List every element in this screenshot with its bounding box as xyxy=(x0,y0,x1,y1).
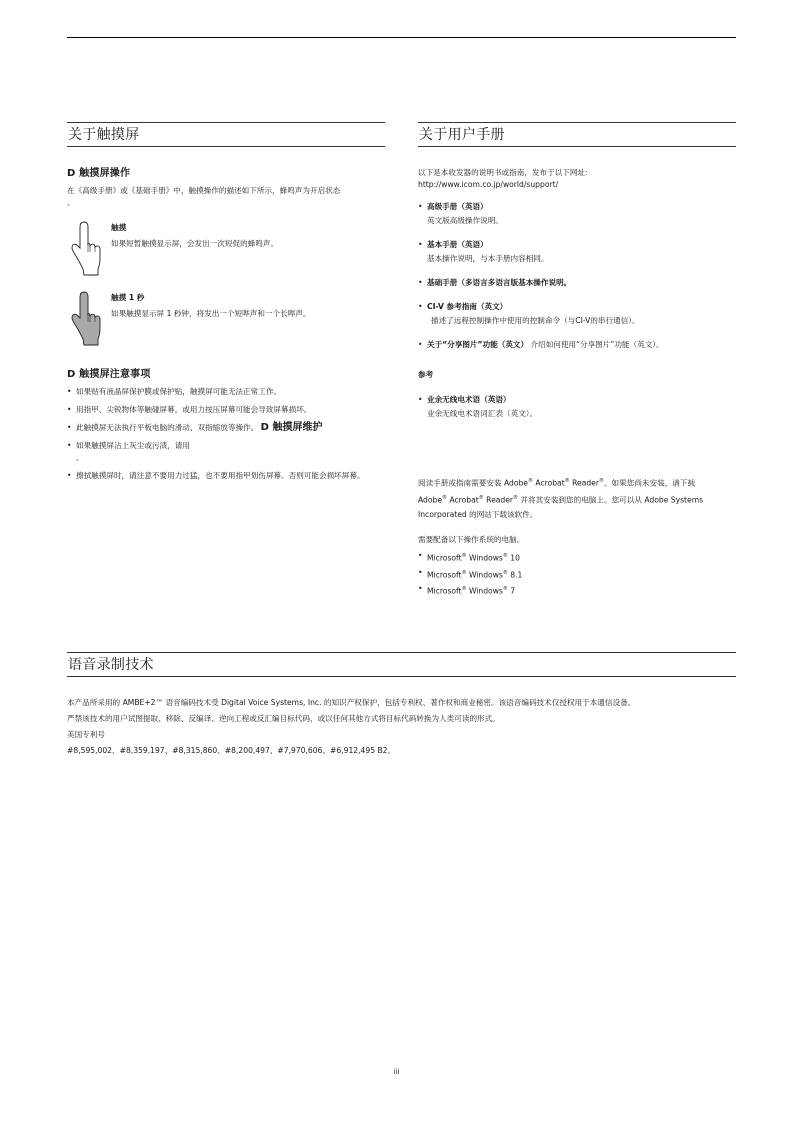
manuals-section-title: 关于用户手册 xyxy=(418,122,736,147)
tap-text xyxy=(111,222,381,250)
bullet: • xyxy=(67,423,72,432)
reference-title: 业余无线电术语（英语） xyxy=(427,395,511,404)
acrobat-note: 阅读手册或指南需要安装 Adobe® Acrobat® Reader®。如果您尚未安装，请下载 Adobe® Acrobat® Reader® 并将其安装到您的电脑上。您可以从 Adobe Systems Incorporated 的网站下载该软件。 xyxy=(418,478,704,520)
bullet: • xyxy=(418,202,423,211)
list-item: • Microsoft® Windows® 10 xyxy=(418,551,520,563)
manual-title: CI-V 参考指南（英文） xyxy=(427,302,508,311)
list-item: • Microsoft® Windows® 8.1 xyxy=(418,567,523,580)
manual-title: 基础手册（多语言多语言版基本操作说明。 xyxy=(427,278,572,287)
bullet: • xyxy=(67,405,72,414)
bullet: • xyxy=(418,278,423,287)
list-item xyxy=(418,239,736,265)
patent-numbers: #8,595,002、#8,359,197、#8,315,860、#8,200,497、#7,970,606、#6,912,495 B2。 xyxy=(67,746,396,755)
list-item: • 如果触摸屏沾上灰尘或污渍，请用 。 xyxy=(67,441,190,462)
bullet: • xyxy=(67,441,72,450)
support-url[interactable]: http://www.icom.co.jp/world/support/ xyxy=(418,180,559,189)
list-item: • 如果贴有液晶屏保护膜或保护贴，触摸屏可能无法正常工作。 xyxy=(67,387,282,396)
touch-operation-heading: D 触摸屏操作 xyxy=(67,168,131,179)
list-item xyxy=(418,277,736,289)
top-rule xyxy=(67,37,736,38)
os-intro: 需要配备以下操作系统的电脑。 xyxy=(418,535,525,545)
manual-title: 关于“分享图片”功能（英文） xyxy=(427,340,529,349)
list-item: • 用指甲、尖锐物体等触碰屏幕，或用力按压屏幕可能会导致屏幕损坏。 xyxy=(67,405,312,414)
voice-coding-title: 语音录制技术 xyxy=(67,652,736,677)
bullet: • xyxy=(418,567,423,577)
reference-heading: 参考 xyxy=(418,370,434,379)
hold-operation xyxy=(67,289,385,357)
manual-title: 高级手册（英语） xyxy=(427,202,488,211)
bullet: • xyxy=(67,387,72,396)
list-item xyxy=(418,301,736,327)
precautions-list xyxy=(67,386,385,482)
voice-coding-body xyxy=(67,695,736,759)
list-item: • Microsoft® Windows® 7 xyxy=(418,584,516,596)
manual-description: 描述了远程控制操作中使用的控制命令（与CI-V的串行通信）。 xyxy=(431,316,640,325)
bullet: • xyxy=(418,340,423,349)
bullet: • xyxy=(418,551,423,561)
restriction-line: 严禁该技术的用户试图提取、移除、反编译、逆向工程或反汇编目标代码，或以任何其他方式将目标代码转换为人类可读的形式。 xyxy=(67,714,500,723)
list-item xyxy=(418,201,736,227)
maintenance-heading: D 触摸屏维护 xyxy=(260,422,323,433)
manuals-intro: 以下是本收发器的说明书或指南，发布于以下网址： xyxy=(418,168,593,177)
list-item: • 此触摸屏无法执行平板电脑的滑动、双指缩放等操作。 D 触摸屏维护 xyxy=(67,422,323,433)
hold-text xyxy=(111,292,381,320)
reference-description: 业余无线电术语词汇表（英文）。 xyxy=(427,409,538,418)
voice-coding-section xyxy=(67,652,736,759)
list-item xyxy=(418,394,736,420)
right-column xyxy=(418,122,736,599)
bullet: • xyxy=(418,584,423,594)
hold-title: 触摸 1 秒 xyxy=(111,293,145,302)
hand-tap-icon xyxy=(71,219,101,279)
touchscreen-section-title: 关于触摸屏 xyxy=(67,122,385,147)
manual-title: 基本手册（英语） xyxy=(427,240,488,249)
list-item xyxy=(418,339,736,351)
touch-operation-intro: 在《高级手册》或《基础手册》中，触摸操作的描述如下所示，蜂鸣声为开启状态 。 xyxy=(67,186,341,207)
bullet: • xyxy=(418,395,423,404)
manual-description: 介绍如何使用“分享图片”功能（英文）。 xyxy=(530,340,664,349)
list-item: • 擦拭触摸屏时，请注意不要用力过猛，也不要用指甲划伤屏幕。否则可能会损坏屏幕。 xyxy=(67,471,365,480)
tap-description: 如果短暂触摸显示屏，会发出一次短促的蜂鸣声。 xyxy=(111,239,279,248)
bullet: • xyxy=(418,240,423,249)
hand-hold-icon xyxy=(71,289,101,349)
bullet: • xyxy=(418,302,423,311)
tap-operation xyxy=(67,219,385,287)
bullet: • xyxy=(67,471,72,480)
left-column xyxy=(67,122,385,488)
tap-title: 触摸 xyxy=(111,223,127,232)
license-line: 本产品所采用的 AMBE+2™ 语音编码技术受 Digital Voice Systems, Inc. 的知识产权保护，包括专利权、著作权和商业秘密。该语音编码技术仅授权用于本通信设备。 xyxy=(67,698,636,707)
page-number: iii xyxy=(393,1068,400,1076)
manual-description: 英文版高级操作说明。 xyxy=(427,216,503,225)
manual-description: 基本操作说明，与本手册内容相同。 xyxy=(427,254,549,263)
patent-label: 美国专利号 xyxy=(67,730,105,739)
precautions-heading: D 触摸屏注意事项 xyxy=(67,369,151,380)
hold-description: 如果触摸显示屏 1 秒钟，将发出一个短哔声和一个长哔声。 xyxy=(111,309,311,318)
